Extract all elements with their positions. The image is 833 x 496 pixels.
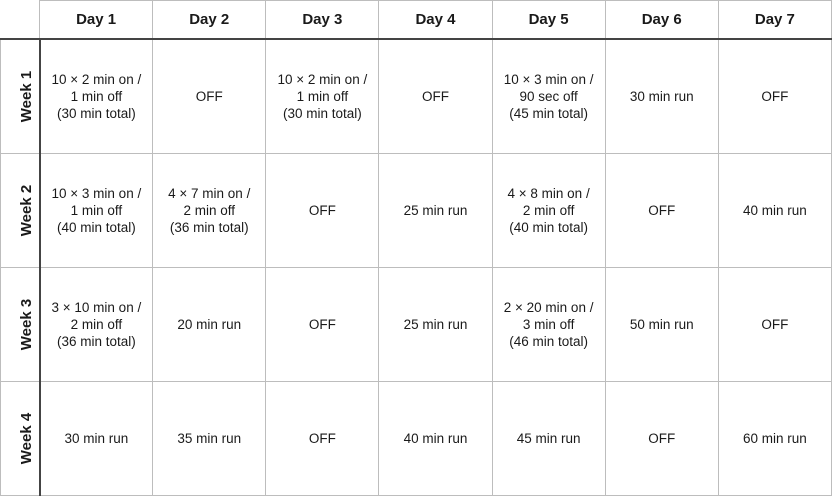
cell-line: (36 min total) bbox=[56, 334, 136, 349]
cell-line: OFF bbox=[421, 89, 449, 104]
cell-line: 1 min off bbox=[296, 89, 349, 104]
schedule-cell bbox=[266, 154, 379, 268]
schedule-cell bbox=[605, 154, 718, 268]
cell-line: 10 × 3 min on / bbox=[503, 72, 594, 87]
schedule-cell bbox=[492, 154, 605, 268]
cell-line: 50 min run bbox=[629, 317, 694, 332]
schedule-cell bbox=[379, 154, 492, 268]
cell-line: (45 min total) bbox=[509, 106, 588, 121]
schedule-cell bbox=[266, 39, 379, 154]
cell-line: 4 × 7 min on / bbox=[168, 186, 251, 201]
header-row bbox=[1, 1, 832, 40]
week-label bbox=[1, 154, 40, 268]
cell-line: OFF bbox=[308, 203, 336, 218]
day-header: Day 6 bbox=[605, 1, 718, 40]
day-header: Day 1 bbox=[40, 1, 153, 40]
schedule-cell bbox=[718, 382, 831, 496]
schedule-cell bbox=[153, 154, 266, 268]
schedule-cell bbox=[40, 154, 153, 268]
corner-cell bbox=[1, 1, 40, 40]
week-label-text: Week 3 bbox=[18, 298, 36, 351]
cell-line: 35 min run bbox=[177, 431, 242, 446]
schedule-cell bbox=[153, 382, 266, 496]
cell-line: 3 min off bbox=[522, 317, 575, 332]
schedule-cell bbox=[379, 268, 492, 382]
schedule-cell bbox=[266, 382, 379, 496]
schedule-cell bbox=[379, 39, 492, 154]
cell-line: 2 min off bbox=[183, 203, 235, 218]
cell-line: OFF bbox=[648, 203, 676, 218]
cell-line: 30 min run bbox=[64, 431, 129, 446]
week-row bbox=[1, 154, 832, 268]
week-label bbox=[1, 382, 40, 496]
cell-line: 2 min off bbox=[522, 203, 575, 218]
cell-line: OFF bbox=[648, 431, 676, 446]
cell-line: 60 min run bbox=[743, 431, 807, 446]
cell-line: OFF bbox=[761, 317, 789, 332]
cell-line: 40 min run bbox=[743, 203, 807, 218]
week-label-text: Week 2 bbox=[18, 184, 36, 237]
cell-line: OFF bbox=[195, 89, 223, 104]
week-row bbox=[1, 268, 832, 382]
week-label-text: Week 1 bbox=[18, 70, 36, 123]
schedule-cell bbox=[718, 154, 831, 268]
schedule-cell bbox=[605, 39, 718, 154]
cell-line: (30 min total) bbox=[282, 106, 362, 121]
cell-line: 30 min run bbox=[629, 89, 694, 104]
schedule-cell bbox=[492, 382, 605, 496]
cell-line: 4 × 8 min on / bbox=[507, 186, 590, 201]
schedule-cell bbox=[40, 268, 153, 382]
cell-line: 10 × 3 min on / bbox=[51, 186, 142, 201]
day-header: Day 7 bbox=[718, 1, 831, 40]
cell-line: 40 min run bbox=[403, 431, 468, 446]
day-header: Day 2 bbox=[153, 1, 266, 40]
week-row bbox=[1, 39, 832, 154]
schedule-cell bbox=[379, 382, 492, 496]
cell-line: 2 min off bbox=[70, 317, 123, 332]
cell-line: 2 × 20 min on / bbox=[503, 300, 594, 315]
cell-line: 1 min off bbox=[70, 89, 123, 104]
cell-line: 10 × 2 min on / bbox=[277, 72, 368, 87]
cell-line: (46 min total) bbox=[509, 334, 588, 349]
week-label bbox=[1, 39, 40, 154]
day-header: Day 5 bbox=[492, 1, 605, 40]
schedule-cell bbox=[266, 268, 379, 382]
schedule-cell bbox=[492, 39, 605, 154]
schedule-cell bbox=[605, 382, 718, 496]
cell-line: OFF bbox=[308, 317, 336, 332]
schedule-cell bbox=[718, 39, 831, 154]
schedule-cell bbox=[492, 268, 605, 382]
cell-line: 1 min off bbox=[70, 203, 123, 218]
week-row bbox=[1, 382, 832, 496]
schedule-cell bbox=[153, 39, 266, 154]
schedule-cell bbox=[153, 268, 266, 382]
cell-line: (36 min total) bbox=[169, 220, 249, 235]
day-header: Day 3 bbox=[266, 1, 379, 40]
cell-line: 25 min run bbox=[403, 203, 468, 218]
cell-line: (40 min total) bbox=[56, 220, 136, 235]
cell-line: 10 × 2 min on / bbox=[51, 72, 142, 87]
cell-line: OFF bbox=[761, 89, 789, 104]
week-label bbox=[1, 268, 40, 382]
cell-line: OFF bbox=[308, 431, 336, 446]
schedule-cell bbox=[40, 39, 153, 154]
schedule-cell bbox=[718, 268, 831, 382]
day-header: Day 4 bbox=[379, 1, 492, 40]
schedule-cell bbox=[605, 268, 718, 382]
cell-line: 25 min run bbox=[403, 317, 468, 332]
cell-line: 90 sec off bbox=[519, 89, 578, 104]
schedule-body bbox=[1, 39, 832, 496]
cell-line: 20 min run bbox=[177, 317, 242, 332]
cell-line: 3 × 10 min on / bbox=[51, 300, 142, 315]
cell-line: (30 min total) bbox=[56, 106, 136, 121]
week-label-text: Week 4 bbox=[18, 412, 36, 465]
cell-line: 45 min run bbox=[516, 431, 581, 446]
cell-line: (40 min total) bbox=[509, 220, 588, 235]
schedule-cell bbox=[40, 382, 153, 496]
